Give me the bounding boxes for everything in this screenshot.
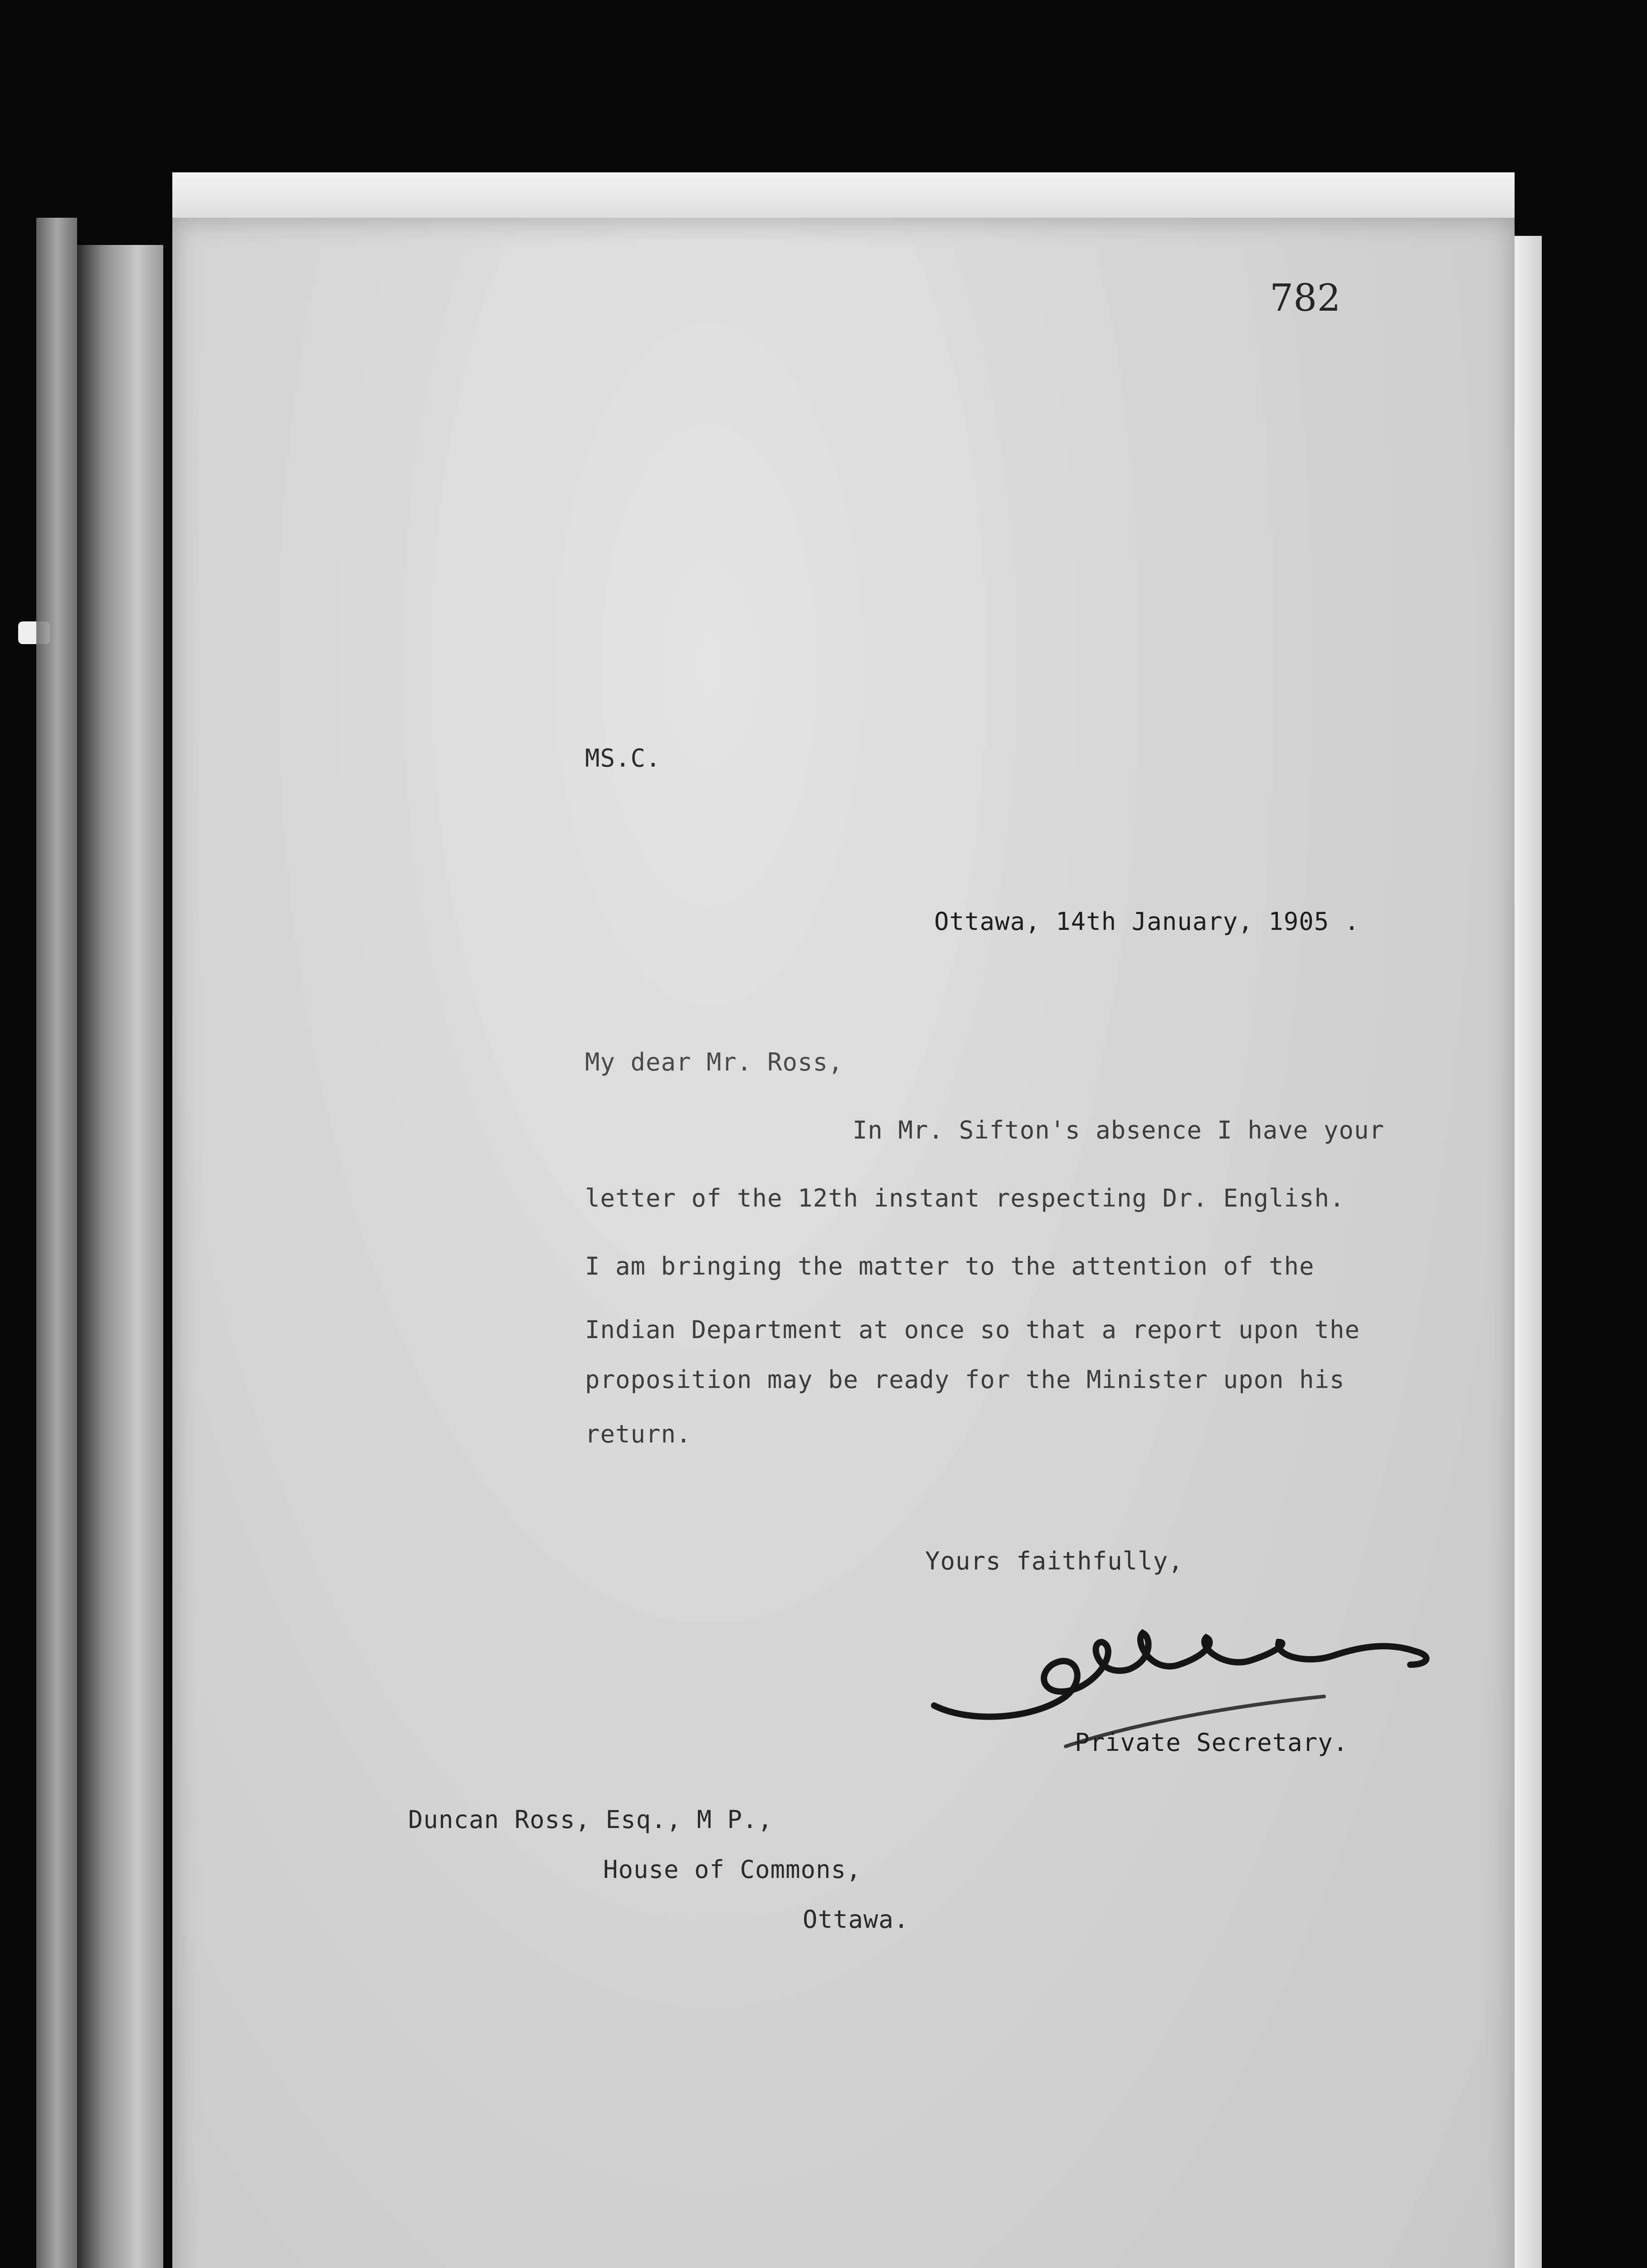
body-line: proposition may be ready for the Minister upon his [585, 1365, 1345, 1394]
body-line: Indian Department at once so that a report upon the [585, 1315, 1360, 1344]
page-edge-strip [36, 218, 77, 2268]
dateline: Ottawa, 14th January, 1905 . [934, 907, 1360, 936]
page-number: 782 [1270, 277, 1341, 320]
file-reference: MS.C. [585, 744, 661, 772]
signatory-title: Private Secretary. [1075, 1728, 1349, 1757]
addressee-line: Ottawa. [803, 1905, 909, 1934]
addressee-line: Duncan Ross, Esq., M P., [408, 1805, 773, 1834]
page-edge-strip [77, 245, 163, 2268]
closing: Yours faithfully, [925, 1547, 1184, 1575]
body-line: return. [585, 1420, 692, 1448]
salutation: My dear Mr. Ross, [585, 1048, 843, 1076]
addressee-line: House of Commons, [603, 1855, 862, 1884]
body-line: letter of the 12th instant respecting Dr. English. [585, 1184, 1345, 1212]
letter-sheet [172, 218, 1515, 2268]
body-line: In Mr. Sifton's absence I have your [853, 1116, 1384, 1144]
body-line: I am bringing the matter to the attention of the [585, 1252, 1315, 1281]
